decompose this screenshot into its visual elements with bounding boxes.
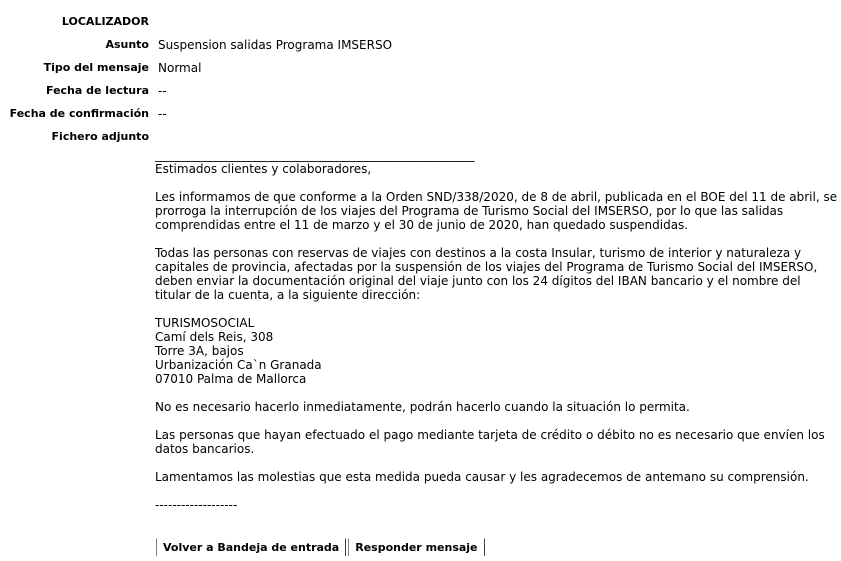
- back-to-inbox-button[interactable]: Volver a Bandeja de entrada: [156, 538, 346, 556]
- adjunto-label: Fichero adjunto: [51, 130, 149, 143]
- postal-address: [155, 316, 839, 386]
- tipo-label: Tipo del mensaje: [43, 61, 149, 74]
- paragraph-orden: Les informamos de que conforme a la Orden SND/338/2020, de 8 de abril, publicada en el BOE del 11 de abril, se prorroga la interrupción de los viajes del Programa de Turismo Social del IMSERSO, por lo que las salidas comprendidas entre el 11 de marzo y el 30 de junio de 2020, han quedado suspendidas.: [155, 190, 838, 232]
- address-line: Torre 3A, bajos: [155, 344, 244, 358]
- address-line: Urbanización Ca`n Granada: [155, 358, 322, 372]
- localizador-value: [153, 10, 392, 33]
- header-row-confirmacion: [0, 102, 392, 125]
- confirmacion-label: Fecha de confirmación: [9, 107, 149, 120]
- address-line: Camí dels Reis, 308: [155, 330, 274, 344]
- lectura-value: --: [158, 83, 167, 98]
- message-body: [155, 148, 839, 526]
- tipo-value: Normal: [158, 60, 202, 75]
- signature-divider: -------------------: [155, 498, 238, 512]
- adjunto-value: [153, 125, 392, 148]
- paragraph-lamentamos: Lamentamos las molestias que esta medida pueda causar y les agradecemos de antemano su comprensión.: [155, 470, 809, 484]
- header-row-asunto: [0, 33, 392, 56]
- reply-message-button[interactable]: Responder mensaje: [348, 538, 484, 556]
- address-line: TURISMOSOCIAL: [155, 316, 255, 330]
- message-header: [0, 10, 392, 148]
- lectura-label: Fecha de lectura: [46, 84, 149, 97]
- asunto-value: Suspension salidas Programa IMSERSO: [158, 37, 393, 52]
- action-buttons: [156, 538, 487, 556]
- header-row-adjunto: [0, 125, 392, 148]
- paragraph-no-necesario: No es necesario hacerlo inmediatamente, podrán hacerlo cuando la situación lo permita.: [155, 400, 690, 414]
- header-row-localizador: [0, 10, 392, 33]
- top-divider: __________________________________________________________: [155, 148, 474, 162]
- paragraph-reservas: Todas las personas con reservas de viajes con destinos a la costa Insular, turismo de interior y naturaleza y capitales de provincia, afectadas por la suspensión de los viajes del Programa de Turismo Social del IMSERSO, deben enviar la documentación original del viaje junto con los 24 dígitos del IBAN bancario y el nombre del titular de la cuenta, a la siguiente dirección:: [155, 246, 818, 302]
- localizador-label: LOCALIZADOR: [61, 15, 149, 28]
- greeting: Estimados clientes y colaboradores,: [155, 162, 372, 176]
- address-line: 07010 Palma de Mallorca: [155, 372, 307, 386]
- header-row-lectura: [0, 79, 392, 102]
- confirmacion-value: --: [158, 106, 167, 121]
- paragraph-tarjeta: Las personas que hayan efectuado el pago mediante tarjeta de crédito o débito no es necesario que envíen los datos bancarios.: [155, 428, 825, 456]
- asunto-label: Asunto: [105, 38, 149, 51]
- header-row-tipo: [0, 56, 392, 79]
